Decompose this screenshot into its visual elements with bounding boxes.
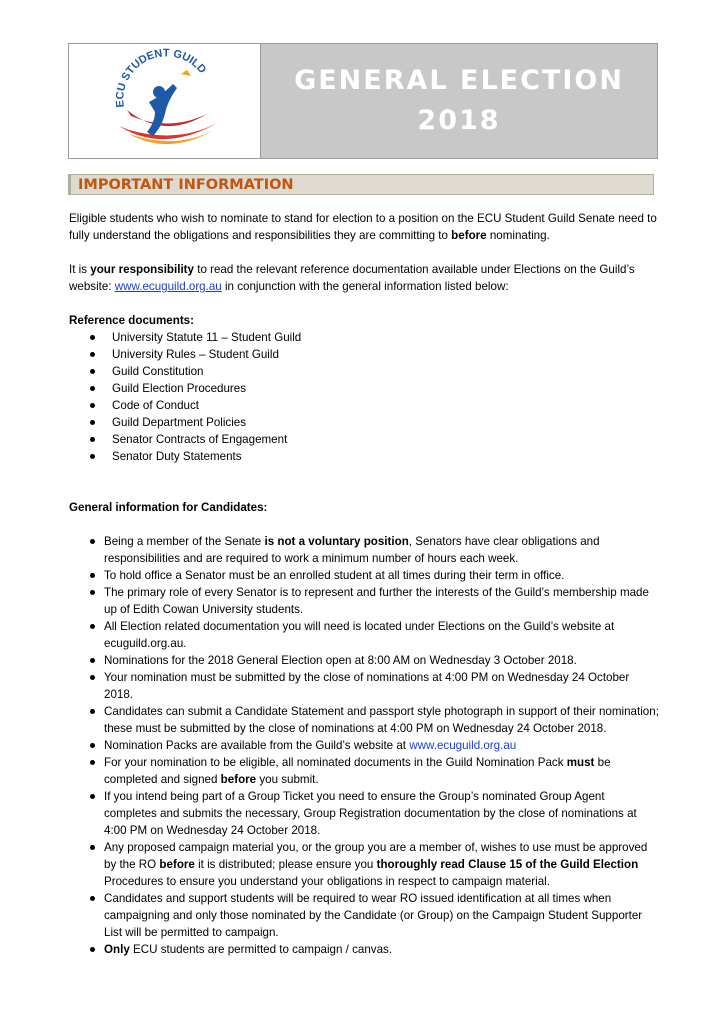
intro-paragraph-1: Eligible students who wish to nominate to stand for election to a position on the ECU Student Guild Senate need to fully understand the obligations and responsibilities they are committing to before nominating. [69, 212, 657, 242]
list-item: Nominations for the 2018 General Election open at 8:00 AM on Wednesday 3 October 2018. [69, 652, 659, 669]
section-heading: IMPORTANT INFORMATION [78, 176, 294, 193]
section-heading-bar [68, 174, 654, 195]
list-item: Senator Duty Statements [69, 448, 659, 465]
list-item: Guild Election Procedures [69, 380, 659, 397]
list-item: If you intend being part of a Group Ticket you need to ensure the Group’s nominated Group Agent completes and submits the necessary, Group Registration documentation by the close of nominations at 4:00 PM on Wednesday 24 October 2018. [69, 788, 659, 839]
list-item: Code of Conduct [69, 397, 659, 414]
list-item: Your nomination must be submitted by the close of nominations at 4:00 PM on Wednesday 24 October 2018. [69, 669, 659, 703]
document-body [69, 210, 659, 958]
list-item: Nomination Packs are available from the Guild’s website at www.ecuguild.org.au [69, 737, 659, 754]
list-item: For your nomination to be eligible, all nominated documents in the Guild Nomination Pack must be completed and signed before you submit. [69, 754, 659, 788]
intro-paragraph-2: It is your responsibility to read the relevant reference documentation available under Elections on the Guild’s website: www.ecuguild.org.au in conjunction with the general information listed below: [69, 263, 635, 293]
list-item: University Rules – Student Guild [69, 346, 659, 363]
list-item: Guild Department Policies [69, 414, 659, 431]
list-item: To hold office a Senator must be an enrolled student at all times during their term in office. [69, 567, 659, 584]
list-item: Candidates and support students will be required to wear RO issued identification at all times when campaigning and only those nominated by the Candidate (or Group) on the Campaign Student Supporter List will be permitted to campaign. [69, 890, 659, 941]
list-item: Candidates can submit a Candidate Statement and passport style photograph in support of their nomination; these must be submitted by the close of nominations at 4:00 PM on Wednesday 24 October 2018. [69, 703, 659, 737]
guild-website-link[interactable]: www.ecuguild.org.au [114, 280, 222, 293]
header-box [68, 43, 658, 159]
list-item: Only ECU students are permitted to campaign / canvas. [69, 941, 659, 958]
general-heading: General information for Candidates: [69, 501, 268, 514]
title-line-2: 2018 [417, 105, 501, 136]
list-item: All Election related documentation you will need is located under Elections on the Guild’s website at ecuguild.org.au. [69, 618, 659, 652]
list-item: Guild Constitution [69, 363, 659, 380]
guild-logo [69, 44, 261, 158]
list-item: Senator Contracts of Engagement [69, 431, 659, 448]
list-item: The primary role of every Senator is to represent and further the interests of the Guild’s membership made up of Edith Cowan University students. [69, 584, 659, 618]
list-item: Being a member of the Senate is not a voluntary position, Senators have clear obligations and responsibilities and are required to work a minimum number of hours each week. [69, 533, 659, 567]
election-title [261, 44, 657, 158]
logo-text: ECU STUDENT GUILD [114, 47, 209, 108]
reference-list [69, 329, 659, 465]
list-item: Any proposed campaign material you, or the group you are a member of, wishes to use must be approved by the RO before it is distributed; please ensure you thoroughly read Clause 15 of the Guild Election Procedures to ensure you understand your obligations in respect to campaign material. [69, 839, 659, 890]
reference-heading: Reference documents: [69, 314, 194, 327]
title-line-1: GENERAL ELECTION [294, 65, 624, 96]
general-list [69, 533, 659, 958]
nomination-pack-link[interactable]: www.ecuguild.org.au [409, 739, 517, 752]
list-item: University Statute 11 – Student Guild [69, 329, 659, 346]
